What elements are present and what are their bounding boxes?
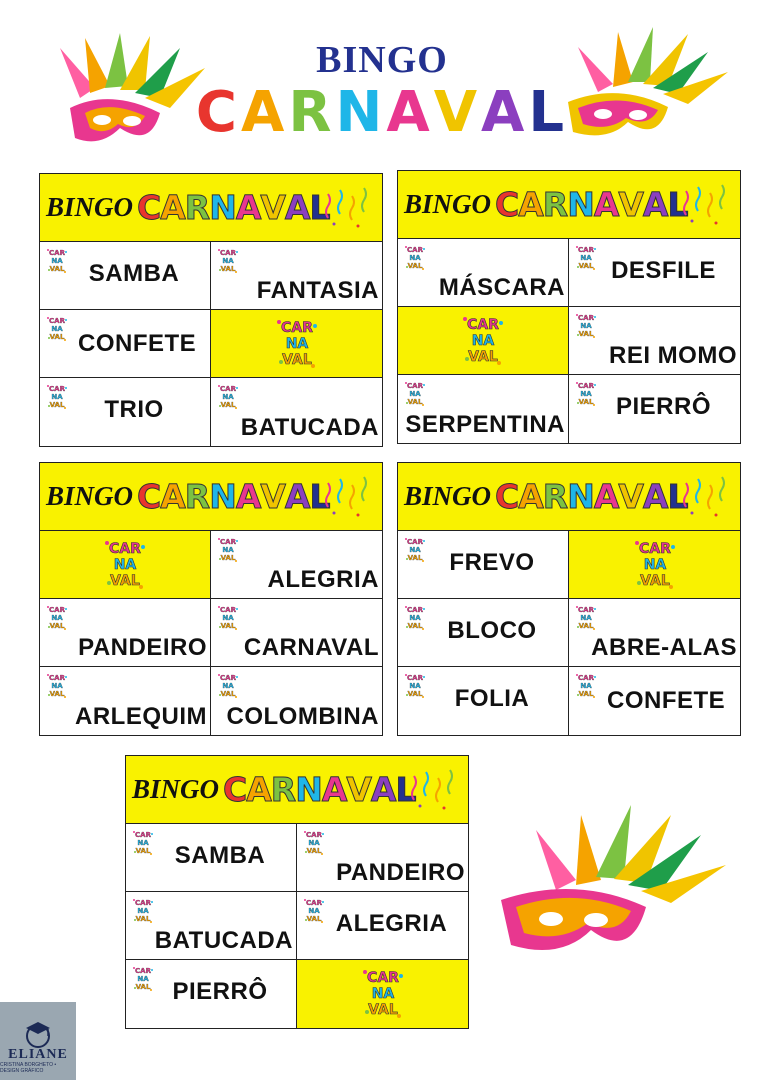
svg-text:VAL: VAL [306, 915, 322, 923]
svg-text:NA: NA [471, 332, 495, 349]
svg-text:CAR: CAR [407, 246, 423, 254]
bingo-word: FANTASIA [256, 277, 379, 304]
svg-text:VAL: VAL [578, 690, 594, 698]
svg-text:CAR: CAR [220, 538, 236, 546]
carnival-mask-icon [558, 22, 738, 152]
card-carnaval-letter: V [260, 188, 285, 227]
card-carnaval-letter: C [495, 185, 519, 224]
svg-text:CAR: CAR [135, 831, 151, 839]
svg-text:VAL: VAL [578, 398, 594, 406]
bingo-cell [569, 239, 740, 307]
bingo-card-4 [397, 462, 741, 736]
carnaval-mini-logo [46, 671, 68, 701]
svg-text:NA: NA [409, 390, 421, 398]
bingo-cell [126, 892, 297, 960]
svg-text:CAR: CAR [220, 674, 236, 682]
svg-text:VAL: VAL [367, 1002, 398, 1018]
svg-text:VAL: VAL [49, 333, 65, 341]
carnaval-mini-logo [575, 311, 597, 341]
bingo-word: CARNAVAL [243, 634, 379, 661]
header-bingo: BINGO [316, 39, 448, 81]
header-letter: R [288, 80, 336, 145]
bingo-word: BATUCADA [240, 414, 379, 441]
bingo-word: PIERRÔ [615, 393, 711, 420]
carnaval-mini-logo [404, 379, 426, 409]
brand-logo [0, 1002, 76, 1080]
svg-text:CAR: CAR [49, 606, 65, 614]
svg-text:CAR: CAR [220, 385, 236, 393]
card-header [126, 756, 468, 824]
carnival-mask-icon [50, 28, 220, 158]
brand-subtitle: CRISTINA BORGHETO • DESIGN GRÁFICO [0, 1062, 57, 1074]
card-header [398, 463, 740, 531]
streamers-icon [410, 768, 462, 812]
bingo-word: ABRE-ALAS [591, 634, 737, 661]
bingo-cell [211, 378, 382, 446]
bingo-word: FOLIA [454, 685, 530, 712]
header-letter: L [528, 80, 569, 145]
card-grid [126, 824, 468, 1028]
card-carnaval-letter: N [209, 188, 236, 227]
bingo-cell [398, 239, 569, 307]
svg-text:NA: NA [51, 257, 63, 265]
card-carnaval-letter: V [618, 185, 643, 224]
svg-text:CAR: CAR [220, 249, 236, 257]
card-carnaval-letter: A [284, 477, 310, 516]
bingo-cell [40, 242, 211, 310]
svg-text:CAR: CAR [49, 674, 65, 682]
card-carnaval-label [137, 477, 329, 516]
svg-text:VAL: VAL [578, 622, 594, 630]
svg-text:CAR: CAR [135, 899, 151, 907]
bingo-word: PIERRÔ [172, 978, 268, 1005]
card-carnaval-letter: R [270, 770, 296, 809]
bingo-word: COLOMBINA [226, 703, 379, 730]
svg-text:NA: NA [222, 682, 234, 690]
card-carnaval-letter: N [295, 770, 322, 809]
svg-text:CAR: CAR [109, 540, 141, 557]
card-carnaval-letter: L [309, 477, 330, 516]
svg-text:NA: NA [371, 986, 394, 1002]
svg-text:VAL: VAL [306, 847, 322, 855]
svg-text:VAL: VAL [281, 351, 312, 368]
svg-text:CAR: CAR [578, 674, 594, 682]
card-carnaval-label [223, 770, 415, 809]
card-carnaval-letter: N [209, 477, 236, 516]
svg-text:CAR: CAR [578, 246, 594, 254]
svg-text:NA: NA [409, 546, 421, 554]
card-carnaval-letter: C [137, 188, 161, 227]
svg-text:CAR: CAR [306, 831, 322, 839]
bingo-word: SAMBA [174, 842, 266, 869]
carnaval-mini-logo [303, 828, 325, 858]
svg-text:VAL: VAL [220, 401, 236, 409]
svg-text:CAR: CAR [407, 538, 423, 546]
svg-text:CAR: CAR [578, 382, 594, 390]
card-bingo-label: BINGO [404, 189, 492, 219]
bingo-word: REI MOMO [609, 342, 737, 369]
header-letter: V [433, 80, 482, 145]
svg-text:CAR: CAR [366, 970, 399, 986]
card-carnaval-letter: A [593, 185, 619, 224]
card-header [398, 171, 740, 239]
card-carnaval-label [495, 185, 687, 224]
card-carnaval-letter: A [518, 477, 543, 516]
carnaval-mini-logo [404, 243, 426, 273]
carnaval-mini-logo [132, 896, 154, 926]
svg-text:VAL: VAL [135, 915, 151, 923]
svg-text:NA: NA [409, 614, 421, 622]
card-carnaval-letter: A [160, 477, 185, 516]
svg-text:CAR: CAR [407, 674, 423, 682]
card-carnaval-label [495, 477, 687, 516]
svg-text:VAL: VAL [220, 622, 236, 630]
bingo-card-3 [39, 462, 383, 736]
graduation-cap-icon [18, 1018, 58, 1048]
svg-text:NA: NA [580, 254, 592, 262]
bingo-word: SERPENTINA [405, 411, 565, 438]
free-space-logo [461, 311, 505, 371]
svg-text:NA: NA [137, 839, 149, 847]
card-header [40, 174, 382, 242]
streamers-icon [324, 475, 376, 519]
bingo-word: FREVO [449, 549, 535, 576]
carnaval-mini-logo [46, 314, 68, 344]
bingo-card-1 [39, 173, 383, 447]
svg-text:NA: NA [580, 390, 592, 398]
svg-text:VAL: VAL [49, 401, 65, 409]
svg-text:NA: NA [285, 335, 308, 352]
header-letter: N [335, 80, 387, 145]
card-grid [40, 531, 382, 735]
svg-text:NA: NA [409, 682, 421, 690]
svg-text:VAL: VAL [407, 554, 423, 562]
bingo-cell [126, 824, 297, 892]
carnaval-mini-logo [575, 603, 597, 633]
bingo-word: BLOCO [447, 617, 537, 644]
svg-text:NA: NA [222, 393, 234, 401]
svg-text:VAL: VAL [578, 330, 594, 338]
carnaval-mini-logo [217, 246, 239, 276]
svg-text:NA: NA [137, 907, 149, 915]
svg-text:VAL: VAL [135, 983, 151, 991]
bingo-word: CONFETE [78, 330, 197, 357]
card-bingo-label: BINGO [46, 192, 134, 222]
card-carnaval-letter: C [137, 477, 161, 516]
svg-text:CAR: CAR [280, 319, 313, 336]
bingo-card-5 [125, 755, 469, 1029]
svg-text:CAR: CAR [306, 899, 322, 907]
bingo-cell [297, 892, 468, 960]
bingo-cell [40, 599, 211, 667]
streamers-icon [682, 475, 734, 519]
card-carnaval-letter: A [235, 477, 261, 516]
card-grid [398, 239, 740, 443]
bingo-cell [297, 824, 468, 892]
card-carnaval-letter: L [667, 185, 688, 224]
card-carnaval-letter: L [395, 770, 416, 809]
bingo-word: SAMBA [88, 260, 180, 287]
carnaval-mini-logo [575, 671, 597, 701]
card-carnaval-letter: A [284, 188, 310, 227]
bingo-word: DESFILE [611, 257, 716, 284]
svg-text:CAR: CAR [135, 967, 151, 975]
svg-text:CAR: CAR [49, 385, 65, 393]
bingo-cell [211, 531, 382, 599]
bingo-cell [569, 375, 740, 443]
free-space [398, 307, 569, 375]
svg-text:VAL: VAL [407, 262, 423, 270]
svg-text:NA: NA [113, 556, 137, 573]
bingo-cell [211, 599, 382, 667]
svg-text:VAL: VAL [135, 847, 151, 855]
svg-text:NA: NA [137, 975, 149, 983]
svg-text:NA: NA [222, 546, 234, 554]
svg-text:VAL: VAL [468, 348, 498, 365]
svg-text:NA: NA [308, 907, 320, 915]
svg-text:NA: NA [308, 839, 320, 847]
svg-text:NA: NA [580, 322, 592, 330]
svg-text:NA: NA [222, 257, 234, 265]
svg-text:VAL: VAL [220, 690, 236, 698]
svg-text:VAL: VAL [49, 265, 65, 273]
card-bingo-label: BINGO [132, 774, 220, 804]
streamers-icon [324, 186, 376, 230]
bingo-cell [398, 599, 569, 667]
free-space-logo [361, 964, 405, 1024]
card-carnaval-letter: V [618, 477, 643, 516]
card-bingo-label: BINGO [404, 481, 492, 511]
bingo-word: ALEGRIA [267, 566, 379, 593]
free-space-logo [275, 314, 319, 374]
card-carnaval-letter: A [321, 770, 347, 809]
card-carnaval-letter: A [160, 188, 185, 227]
card-carnaval-letter: V [346, 770, 371, 809]
card-grid [398, 531, 740, 735]
bingo-cell [40, 667, 211, 735]
header-letter: A [386, 80, 434, 145]
bingo-word: PANDEIRO [78, 634, 207, 661]
header-letter: A [481, 80, 529, 145]
card-carnaval-letter: A [518, 185, 543, 224]
bingo-cell [569, 599, 740, 667]
free-space-logo [633, 535, 677, 595]
bingo-word: MÁSCARA [438, 274, 565, 301]
free-space-logo [103, 535, 147, 595]
carnaval-mini-logo [217, 382, 239, 412]
svg-text:NA: NA [643, 556, 666, 573]
card-carnaval-letter: R [542, 477, 568, 516]
card-carnaval-letter: A [246, 770, 271, 809]
svg-text:VAL: VAL [407, 690, 423, 698]
card-carnaval-letter: A [235, 188, 261, 227]
svg-text:VAL: VAL [49, 690, 65, 698]
svg-text:NA: NA [51, 614, 63, 622]
svg-text:CAR: CAR [578, 606, 594, 614]
bingo-cell [40, 378, 211, 446]
svg-text:VAL: VAL [110, 572, 140, 589]
carnaval-mini-logo [217, 535, 239, 565]
bingo-word: ALEGRIA [335, 910, 448, 937]
carnaval-mini-logo [46, 603, 68, 633]
svg-text:VAL: VAL [407, 622, 423, 630]
svg-text:NA: NA [222, 614, 234, 622]
svg-text:VAL: VAL [578, 262, 594, 270]
bingo-card-2 [397, 170, 741, 444]
card-header [40, 463, 382, 531]
bingo-cell [398, 375, 569, 443]
bingo-word: TRIO [104, 396, 164, 423]
bingo-cell [126, 960, 297, 1028]
header-letter: A [241, 80, 289, 145]
bingo-word: CONFETE [607, 687, 726, 714]
free-space [569, 531, 740, 599]
bingo-word: BATUCADA [154, 927, 293, 954]
card-carnaval-letter: L [667, 477, 688, 516]
brand-name: ELIANE [8, 1047, 68, 1062]
card-carnaval-letter: A [593, 477, 619, 516]
svg-text:NA: NA [51, 325, 63, 333]
bingo-cell [398, 667, 569, 735]
card-carnaval-letter: C [495, 477, 519, 516]
card-carnaval-letter: A [642, 477, 668, 516]
svg-text:VAL: VAL [220, 554, 236, 562]
free-space [211, 310, 382, 378]
bingo-cell [569, 667, 740, 735]
card-carnaval-letter: V [260, 477, 285, 516]
carnaval-mini-logo [217, 671, 239, 701]
svg-text:NA: NA [51, 682, 63, 690]
bingo-cell [211, 667, 382, 735]
bingo-cell [211, 242, 382, 310]
free-space [40, 531, 211, 599]
card-carnaval-letter: N [567, 477, 594, 516]
svg-text:CAR: CAR [49, 317, 65, 325]
bingo-cell [40, 310, 211, 378]
card-carnaval-letter: R [542, 185, 568, 224]
streamers-icon [682, 183, 734, 227]
card-carnaval-letter: A [370, 770, 396, 809]
card-carnaval-letter: R [184, 188, 210, 227]
svg-text:NA: NA [51, 393, 63, 401]
bingo-cell [569, 307, 740, 375]
svg-text:CAR: CAR [467, 316, 499, 333]
bingo-word: ARLEQUIM [75, 703, 207, 730]
bingo-word: PANDEIRO [336, 859, 465, 886]
card-carnaval-letter: L [309, 188, 330, 227]
card-grid [40, 242, 382, 446]
card-carnaval-letter: R [184, 477, 210, 516]
svg-text:VAL: VAL [639, 572, 670, 589]
svg-text:NA: NA [580, 682, 592, 690]
svg-text:VAL: VAL [220, 265, 236, 273]
header-letter: C [195, 80, 242, 145]
svg-text:VAL: VAL [49, 622, 65, 630]
svg-text:NA: NA [409, 254, 421, 262]
carnaval-mini-logo [217, 603, 239, 633]
svg-text:VAL: VAL [407, 398, 423, 406]
free-space [297, 960, 468, 1028]
card-bingo-label: BINGO [46, 481, 134, 511]
carnival-mask-icon [496, 795, 736, 965]
card-carnaval-letter: C [223, 770, 247, 809]
svg-text:CAR: CAR [49, 249, 65, 257]
card-carnaval-label [137, 188, 329, 227]
svg-text:NA: NA [580, 614, 592, 622]
card-carnaval-letter: N [567, 185, 594, 224]
svg-text:CAR: CAR [638, 540, 671, 557]
card-carnaval-letter: A [642, 185, 668, 224]
svg-text:CAR: CAR [220, 606, 236, 614]
bingo-cell [398, 531, 569, 599]
svg-text:CAR: CAR [407, 606, 423, 614]
svg-text:CAR: CAR [407, 382, 423, 390]
svg-text:CAR: CAR [578, 314, 594, 322]
